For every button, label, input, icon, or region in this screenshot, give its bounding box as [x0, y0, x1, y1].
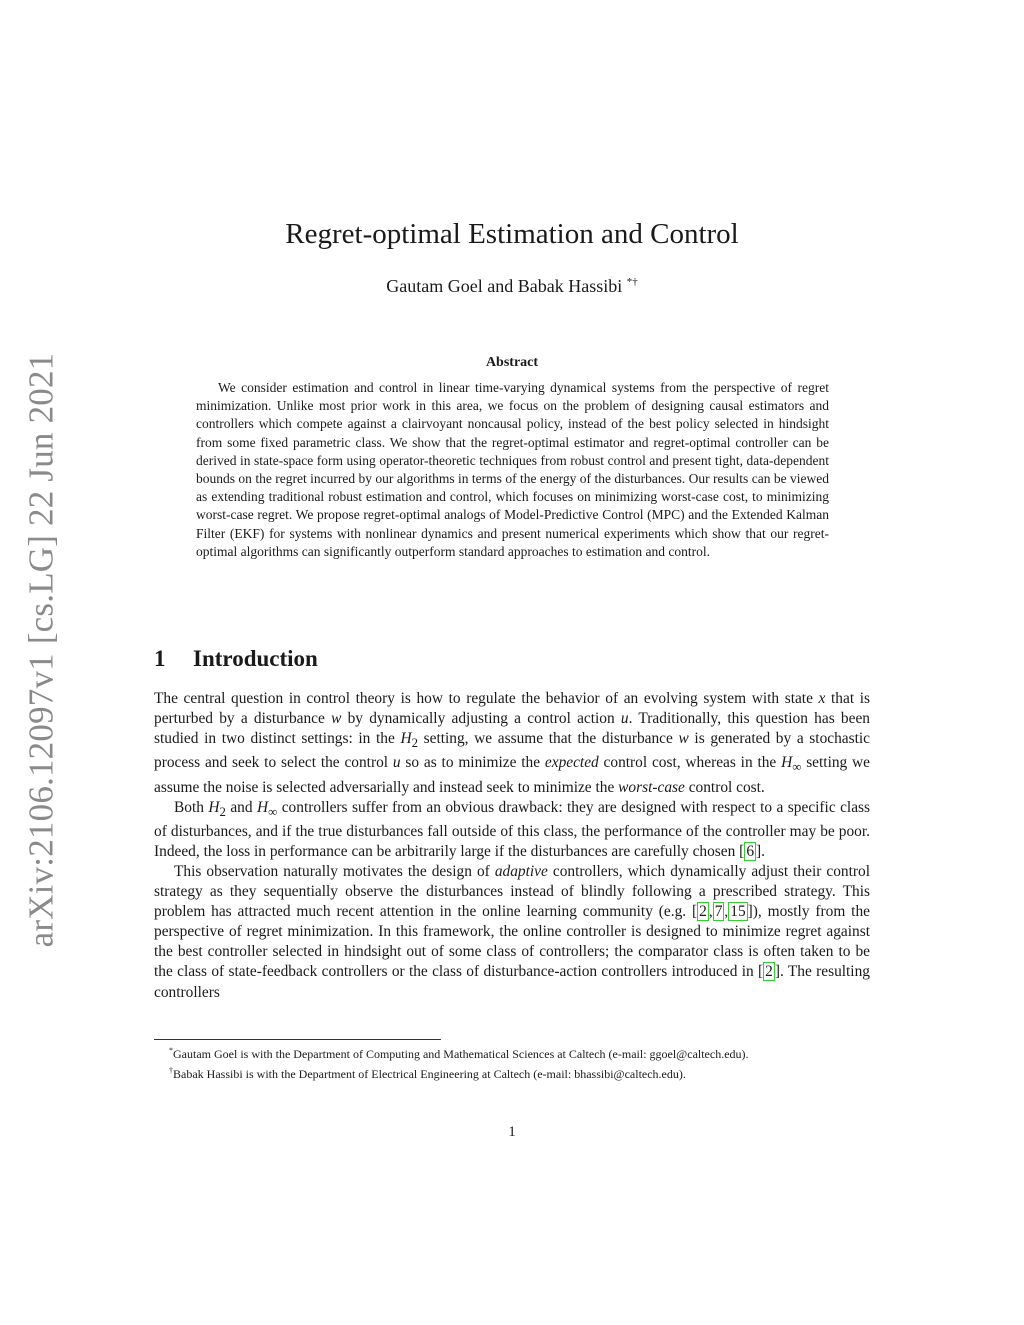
math-variable: H: [400, 730, 412, 748]
text-run: setting, we assume that the disturbance: [418, 730, 679, 748]
abstract-body: We consider estimation and control in linear time-varying dynamical systems from the perspective of regret minimization. Unlike most prior work in this area, we focus on the problem of designing causal estimators and controllers which compete against a clairvoyant noncausal policy, instead of the best policy selected in hindsight from some fixed parametric class. We show that the regret-optimal estimator and regret-optimal controller can be derived in state-space form using operator-theoretic techniques from robust control and present tight, data-dependent bounds on the regret incurred by our algorithms in terms of the energy of the disturbances. Our results can be viewed as extending traditional robust estimation and control, which focuses on minimizing worst-case cost, to minimizing worst-case regret. We propose regret-optimal analogs of Model-Predictive Control (MPC) and the Extended Kalman Filter (EKF) for systems with nonlinear dynamics and present numerical experiments which show that our regret-optimal algorithms can significantly outperform standard approaches to estimation and control.: [196, 380, 829, 559]
author-names: Gautam Goel and Babak Hassibi: [386, 276, 623, 296]
emphasis: expected: [544, 754, 599, 772]
section-number: 1: [154, 646, 166, 671]
text-run: This observation naturally motivates the design of: [174, 862, 495, 880]
citation-bracket: [: [758, 963, 764, 981]
math-subscript: ∞: [268, 804, 278, 819]
text-run: control cost.: [684, 778, 765, 796]
math-variable: w: [331, 710, 342, 728]
citation-link-2b[interactable]: 2: [765, 963, 773, 981]
math-variable: u: [392, 754, 401, 772]
emphasis: adaptive: [494, 862, 548, 880]
math-variable: H: [257, 798, 269, 816]
arxiv-identifier-stamp: [20, 352, 62, 948]
text-run: ), mostly from the perspective of regret minimization. In this framework, the online controller is designed to minimize regret against the best controller selected in hindsight out of some class of controllers; the comparator class is often taken to be the class of state-feedback controllers or the class of disturbance-action controllers introduced in: [154, 903, 870, 981]
math-variable: x: [818, 690, 826, 707]
text-run: . Traditionally, this question has been studied in two distinct settings: in the: [154, 710, 870, 748]
citation-link-7[interactable]: 7: [714, 903, 723, 921]
text-run: setting we assume the noise is selected adversarially and instead seek to minimize the: [154, 754, 871, 796]
intro-paragraph-3: [154, 862, 870, 1003]
math-variable: u: [620, 710, 629, 728]
author-footnote-marks: *†: [626, 276, 638, 288]
footnote-2: [154, 1063, 870, 1083]
footnote-text: Babak Hassibi is with the Department of Electrical Engineering at Caltech (e-mail: bhassibi@caltech.edu).: [173, 1066, 686, 1081]
author-line: [0, 276, 1024, 297]
math-subscript: 2: [411, 736, 418, 751]
emphasis: worst-case: [618, 778, 685, 796]
intro-paragraph-2: [154, 798, 870, 862]
citation-bracket: [: [739, 842, 745, 860]
footnote-mark: †: [169, 1065, 173, 1075]
abstract-heading: Abstract: [485, 355, 539, 370]
intro-paragraph-1: [154, 689, 870, 798]
text-run: controllers suffer from an obvious drawback: they are designed with respect to a specific class of disturbances, and if the true disturbances fall outside of this class, the performance of the controller may be poor. Indeed, the loss in performance can be arbitrarily large if the disturbances are carefully chosen: [154, 798, 871, 860]
footnote-mark: *: [169, 1046, 173, 1055]
footnote-text: Gautam Goel is with the Department of Computing and Mathematical Sciences at Caltech (e-mail: ggoel@caltech.edu).: [173, 1047, 749, 1061]
footnote-divider: [154, 1039, 441, 1040]
citation-link-6[interactable]: 6: [746, 842, 755, 860]
math-variable: w: [678, 730, 689, 748]
text-run: Both: [174, 798, 209, 816]
citation-bracket: ]: [756, 842, 762, 860]
citation-bracket: [: [691, 903, 698, 921]
paper-title: Regret-optimal Estimation and Control: [285, 218, 739, 250]
citation-link-2[interactable]: 2: [699, 903, 707, 921]
page-number: 1: [508, 1124, 516, 1140]
footnote-1: [154, 1043, 870, 1063]
text-run: is generated by a stochastic process and seek to select the control: [154, 730, 870, 772]
math-subscript: 2: [219, 804, 226, 819]
citation-bracket: ]: [774, 963, 780, 981]
text-run: The central question in control theory is how to regulate the behavior of an evolving system with state: [154, 690, 819, 707]
text-run: .: [761, 842, 766, 860]
text-run: by dynamically adjusting a control action: [341, 710, 621, 728]
citation-separator: ,: [724, 903, 729, 921]
text-run: control cost, whereas in the: [598, 754, 782, 772]
citation-link-15[interactable]: 15: [730, 903, 746, 921]
arxiv-identifier-text: arXiv:2106.12097v1 [cs.LG] 22 Jun 2021: [21, 352, 61, 948]
math-variable: H: [781, 754, 793, 772]
section-heading: [154, 646, 318, 672]
section-title: Introduction: [193, 646, 318, 671]
footnotes: [154, 1043, 870, 1082]
text-run: so as to minimize the: [400, 754, 545, 772]
text-run: . The resulting controllers: [154, 963, 870, 1001]
text-run: that is perturbed by a disturbance: [154, 690, 870, 728]
citation-separator: ,: [708, 903, 713, 921]
math-variable: H: [208, 798, 220, 816]
math-subscript: ∞: [792, 760, 802, 775]
text-run: and: [225, 798, 258, 816]
text-run: controllers, which dynamically adjust their control strategy as they sequentially observe the disturbances instead of blindly following a prescribed strategy. This problem has attracted much recent attention in the online learning community (e.g.: [154, 862, 871, 921]
introduction-body: [154, 689, 870, 1003]
citation-bracket: ]: [747, 903, 753, 921]
